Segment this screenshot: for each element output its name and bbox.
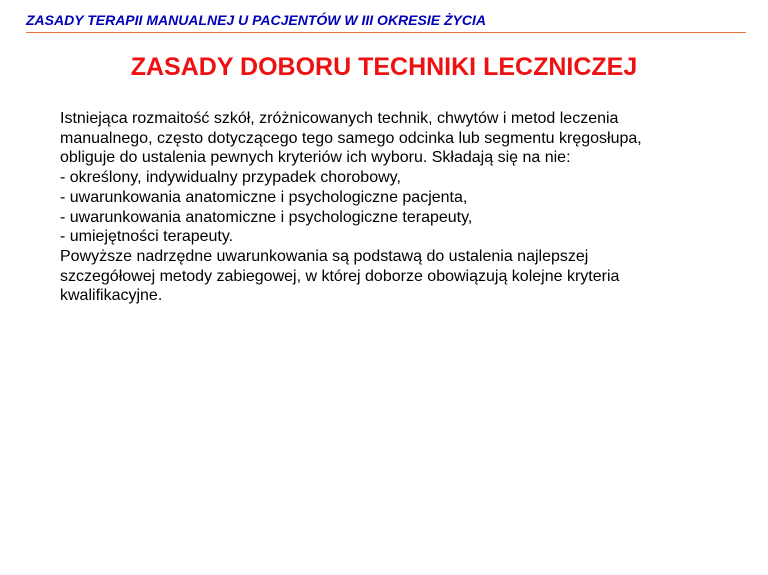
slide-header [26, 7, 746, 33]
slide-title: ZASADY DOBORU TECHNIKI LECZNICZEJ [130, 53, 638, 81]
header-title: ZASADY TERAPII MANUALNEJ U PACJENTÓW W III OKRESIE ŻYCIA [26, 12, 486, 28]
body-line: kwalifikacyjne. [60, 287, 163, 305]
body-line: Istniejąca rozmaitość szkół, zróżnicowanych technik, chwytów i metod leczenia [60, 110, 619, 127]
bullet-item: - uwarunkowania anatomiczne i psychologiczne terapeuty, [60, 208, 473, 226]
body-line: Powyższe nadrzędne uwarunkowania są podstawą do ustalenia najlepszej [60, 247, 589, 265]
slide-body [60, 109, 720, 306]
body-line: manualnego, często dotyczącego tego samego odcinka lub segmentu kręgosłupa, [60, 129, 642, 147]
header-divider [26, 32, 746, 33]
bullet-item: - określony, indywidualny przypadek chorobowy, [60, 169, 401, 187]
bullet-item: - umiejętności terapeuty. [60, 228, 234, 246]
body-line: obliguje do ustalenia pewnych kryteriów ich wyboru. Składają się na nie: [60, 149, 571, 167]
body-line: szczegółowej metody zabiegowej, w której doborze obowiązują kolejne kryteria [60, 267, 620, 285]
bullet-item: - uwarunkowania anatomiczne i psychologiczne pacjenta, [60, 188, 468, 206]
